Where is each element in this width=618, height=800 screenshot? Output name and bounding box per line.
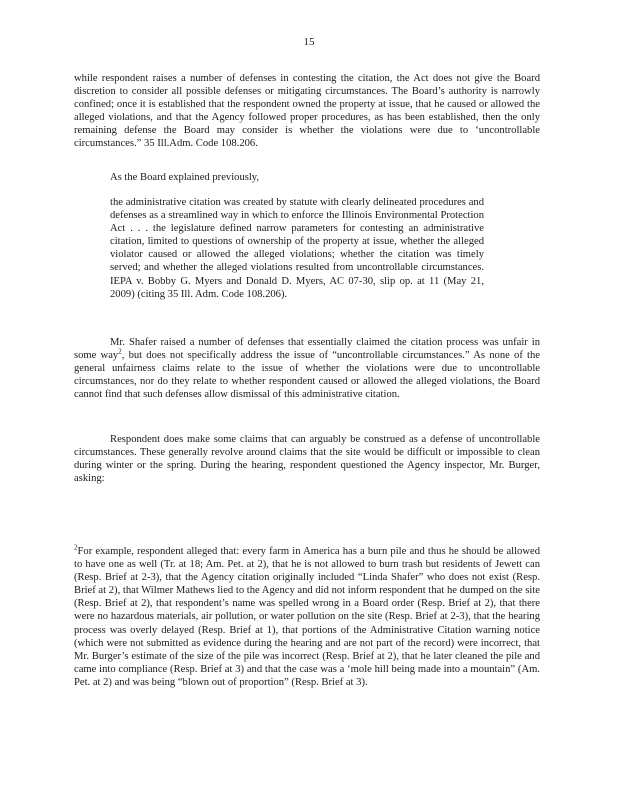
paragraph-uncontrollable-claims: Respondent does make some claims that can arguably be construed as a defense of uncontrollable circumstances. These generally revolve around claims that the site would be difficult or impossible to clean during winter or the spring. During the hearing, respondent questioned the Agency inspector, Mr. Burger, asking:: [74, 434, 540, 485]
paragraph-act-defenses: while respondent raises a number of defenses in contesting the citation, the Act does not give the Board discretion to consider all possible defenses or mitigating circumstances. The Board’s authority is narrowly confined; once it is established that the respondent owned the property at issue, that he caused or allowed the alleged violations, and that the Agency followed proper procedures, as has been established, then the only remaining defense the Board may consider is whether the violations were due to ‘uncontrollable circumstances.” 35 Ill.Adm. Code 108.206.: [74, 73, 540, 150]
footnote-marker: 2: [74, 543, 78, 552]
footnote-text: For example, respondent alleged that: every farm in America has a burn pile and thus he should be allowed to have one as well (Tr. at 18; Am. Pet. at 2), that he is not allowed to burn trash but residents of Jewett can (Resp. Brief at 2-3), that the Agency citation originally included “Linda Shafer” who does not exist (Resp. Brief at 2), that Wilmer Mathews lied to the Agency and did not inform respondent that he dumped on the site (Resp. Brief at 2), that respondent’s name was spelled wrong in a Board order (Resp. Brief at 2), that there were no hazardous materials, air pollution, or water pollution on the site (Resp. Brief at 2-3), that the hearing process was overly delayed (Resp. Brief at 1), that portions of the Administrative Citation warning notice (which were not submitted as evidence during the hearing and are not part of the record) were incorrect, that Mr. Burger’s estimate of the size of the pile was incorrect (Resp. Brief at 2), that he later cleaned the pile and came into compliance (Resp. Brief at 3) and that the case was a ‘mole hill being made into a mountain” (Am. Pet. at 2) and was being “blown out of proportion” (Resp. Brief at 3).: [74, 546, 540, 688]
block-quote-myers: the administrative citation was created by statute with clearly delineated procedures and defenses as a streamlined way in which to enforce the Illinois Environmental Protection Act . . . the legislature defined narrow parameters for contesting an administrative citation, limited to questions of ownership of the property at issue, whether the alleged violator caused or allowed the alleged violations; whether the citation was timely served; and whether the alleged violations resulted from uncontrollable circumstances. IEPA v. Bobby G. Myers and Donald D. Myers, AC 07-30, slip op. at 11 (May 21, 2009) (citing 35 Ill. Adm. Code 108.206).: [110, 197, 484, 300]
paragraph-board-explained: As the Board explained previously,: [110, 172, 260, 183]
page-number: 15: [303, 36, 315, 48]
footnote-reference: 2: [118, 347, 122, 356]
paragraph-shafer-defenses: [74, 336, 540, 401]
footnote: [74, 545, 540, 689]
paragraph-shafer-text-b: , but does not specifically address the issue of “uncontrollable circumstances.” As none of the general unfairness claims relate to the issue of whether the violations were due to uncontrollable circumstances, nor do they relate to whether respondent caused or allowed the alleged violations, the Board cannot find that such defenses allow dismissal of this administrative citation.: [74, 350, 540, 401]
paragraph-shafer-text-a: Mr. Shafer raised a number of defenses that essentially claimed the citation process was unfair in some way: [74, 337, 540, 362]
